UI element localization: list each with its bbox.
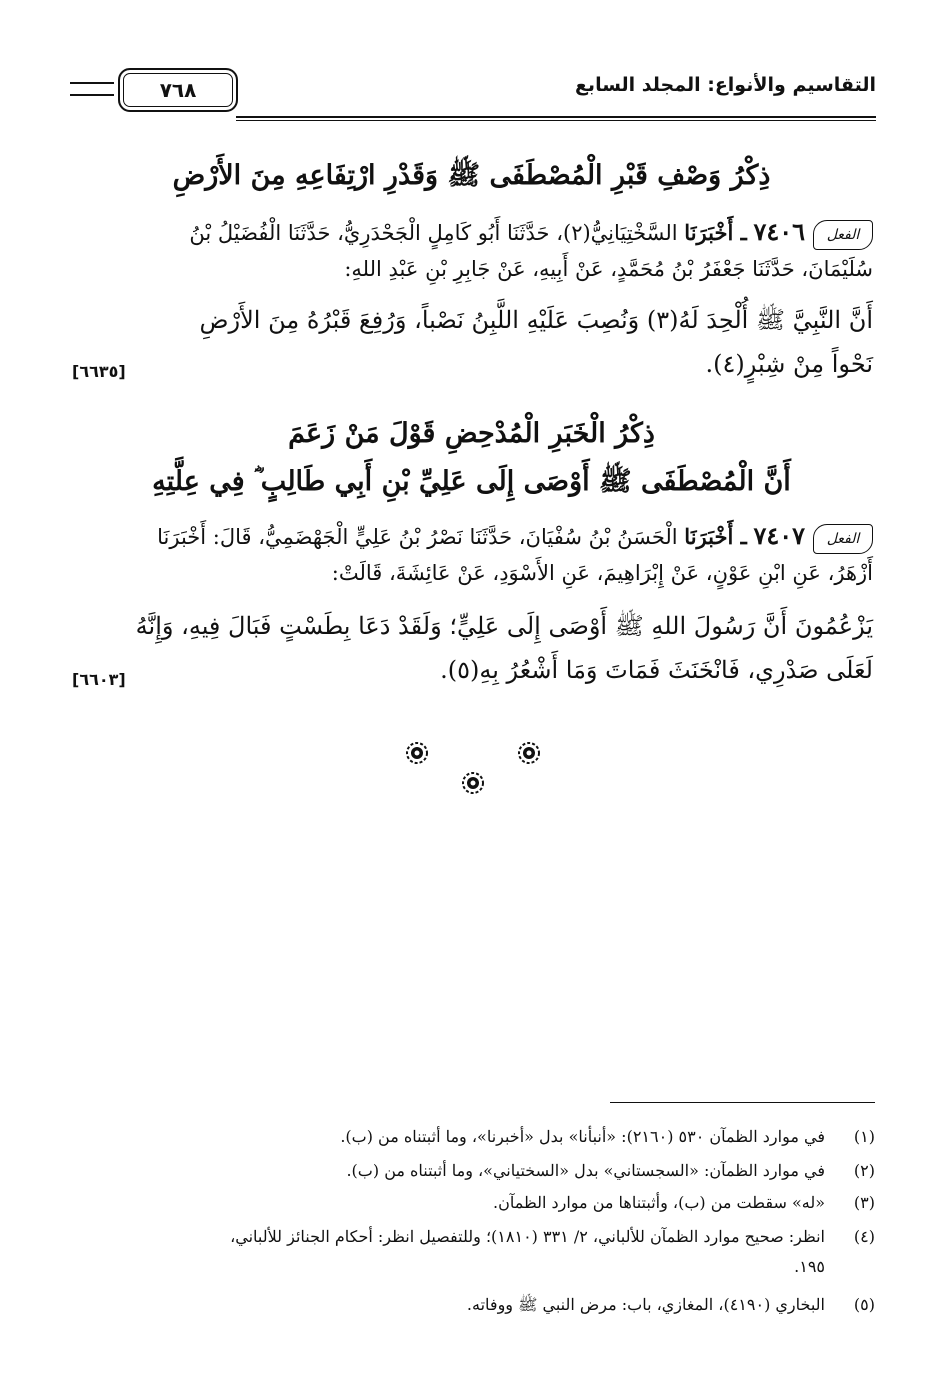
reference-number: [٦٦٠٣] bbox=[72, 670, 126, 689]
footnote-text: في موارد الظمآن ٥٣٠ (٢١٦٠): «أنبأنا» بدل «أخبرنا»، وما أثبتناه من (ب). bbox=[340, 1127, 825, 1146]
footnote-text: انظر: صحيح موارد الظمآن للألباني، ٢/ ٣٣١ (١٨١٠)؛ وللتفصيل انظر: أحكام الجنائز للألباني، bbox=[230, 1227, 825, 1246]
rosette-ornament-icon bbox=[462, 772, 484, 794]
reference-number: [٦٦٣٥] bbox=[72, 362, 126, 381]
footnote-text-cont: ١٩٥. bbox=[794, 1257, 825, 1276]
footnote-text: البخاري (٤١٩٠)، المغازي، باب: مرض النبي ﷺ ووفاته. bbox=[466, 1295, 825, 1314]
section-title-2a: ذِكْرُ الْخَبَرِ الْمُدْحِضِ قَوْلَ مَنْ زَعَمَ bbox=[288, 418, 655, 449]
isnad-text-1: الْحَسَنُ بْنُ سُفْيَانَ، حَدَّثَنَا نَصْرُ بْنُ عَلِيٍّ الْجَهْضَمِيُّ، قَالَ: أَخْبَرَنَا bbox=[157, 525, 678, 549]
footnote-number: (٢) bbox=[853, 1161, 875, 1180]
matn-line-1: يَزْعُمُونَ أَنَّ رَسُولَ اللهِ ﷺ أَوْصَى إِلَى عَلِيٍّ؛ وَلَقَدْ دَعَا بِطَسْتٍ فَبَالَ فِيهِ، وَإِنَّهُ bbox=[135, 612, 873, 640]
hadith-7407-isnad bbox=[70, 518, 873, 591]
footnote-5 bbox=[70, 1290, 875, 1320]
footnote-2 bbox=[70, 1156, 875, 1186]
header-double-line bbox=[70, 82, 114, 96]
rosette-ornament-icon bbox=[406, 742, 428, 764]
hadith-number: ٧٤٠٧ bbox=[753, 521, 805, 550]
page-number: ٧٦٨ bbox=[118, 68, 238, 112]
hadith-badge: الفعل bbox=[813, 220, 873, 250]
isnad-lead: ـ أَخْبَرَنَا bbox=[684, 524, 747, 549]
isnad-text-2: سُلَيْمَانَ، حَدَّثَنَا جَعْفَرُ بْنُ مُحَمَّدٍ، عَنْ أَبِيهِ، عَنْ جَابِرِ بْنِ عَبْدِ اللهِ: bbox=[344, 257, 873, 281]
footnote-1 bbox=[70, 1122, 875, 1152]
header-rule-thin bbox=[236, 120, 876, 121]
hadith-badge: الفعل bbox=[813, 524, 873, 554]
isnad-text-1: السَّخْتِيَانِيُّ(٢)، حَدَّثَنَا أَبُو كَامِلٍ الْجَحْدَرِيُّ، حَدَّثَنَا الْفُضَيْلُ بْنُ bbox=[189, 221, 678, 245]
page-header bbox=[70, 68, 876, 126]
isnad-lead: ـ أَخْبَرَنَا bbox=[684, 220, 747, 245]
section-title-2b: أَنَّ الْمُصْطَفَى ﷺ أَوْصَى إِلَى عَلِيِّ بْنِ أَبِي طَالِبٍ ؓ فِي عِلَّتِهِ bbox=[152, 466, 791, 497]
matn-line-2: لَعَلَى صَدْرِي، فَانْخَنَثَ فَمَاتَ وَمَا أَشْعُرُ بِهِ(٥). bbox=[440, 656, 873, 684]
footnote-number: (٣) bbox=[853, 1193, 875, 1212]
footnote-3 bbox=[70, 1188, 875, 1218]
section-title-1: ذِكْرُ وَصْفِ قَبْرِ الْمُصْطَفَى ﷺ وَقَدْرِ ارْتِفَاعِهِ مِنَ الأَرْضِ bbox=[172, 160, 771, 191]
header-rule bbox=[236, 116, 876, 118]
footnote-text: في موارد الظمآن: «السجستاني» بدل «السختياني»، وما أثبتناه من (ب). bbox=[346, 1161, 825, 1180]
footnote-number: (٤) bbox=[853, 1227, 875, 1246]
matn-line-1: أَنَّ النَّبِيَّ ﷺ أُلْحِدَ لَهُ(٣) وَنُصِبَ عَلَيْهِ اللَّبِنُ نَصْباً، وَرُفِعَ قَبْرُهُ مِنَ الأَرْضِ bbox=[199, 306, 873, 334]
hadith-7406-matn bbox=[70, 298, 873, 386]
footnote-text: «له» سقطت من (ب)، وأثبتناها من موارد الظمآن. bbox=[492, 1193, 825, 1212]
footnote-number: (١) bbox=[853, 1127, 875, 1146]
running-title: التقاسيم والأنواع: المجلد السابع bbox=[574, 74, 876, 96]
rosette-ornament-icon bbox=[518, 742, 540, 764]
footnote-separator bbox=[610, 1102, 875, 1103]
hadith-7407-matn bbox=[70, 604, 873, 692]
footnote-number: (٥) bbox=[853, 1295, 875, 1314]
footnote-4 bbox=[70, 1222, 875, 1282]
isnad-text-2: أَزْهَرُ، عَنِ ابْنِ عَوْنٍ، عَنْ إِبْرَاهِيمَ، عَنِ الأَسْوَدِ، عَنْ عَائِشَةَ، قَالَتْ: bbox=[331, 561, 873, 585]
matn-line-2: نَحْواً مِنْ شِبْرٍ(٤). bbox=[705, 350, 873, 378]
hadith-number: ٧٤٠٦ bbox=[753, 217, 805, 246]
hadith-7406-isnad bbox=[70, 214, 873, 287]
